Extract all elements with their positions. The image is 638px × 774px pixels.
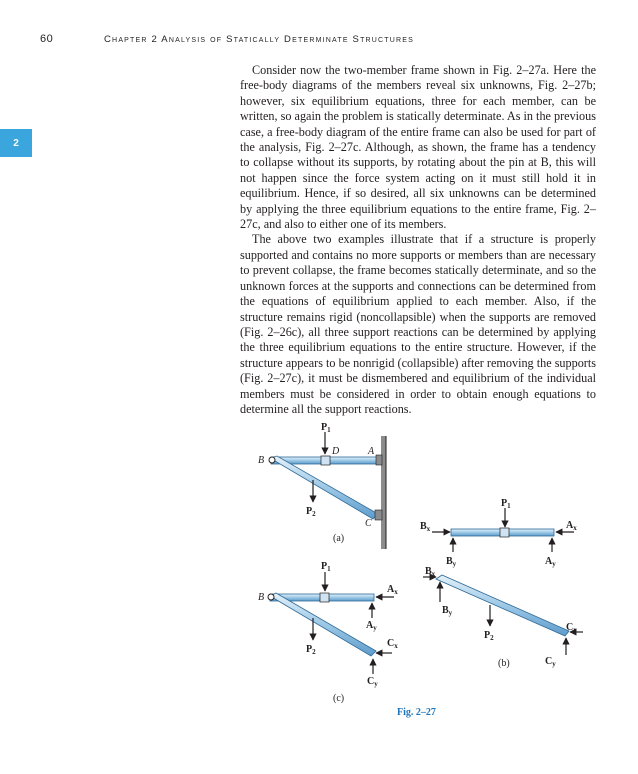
member-bc-fbd (436, 575, 569, 636)
reaction-by: $B_y$ (446, 556, 457, 568)
member-bc (270, 456, 378, 519)
reaction-ay: $A_y$ (545, 556, 556, 568)
reaction-cy-c: $C_y$ (367, 676, 378, 688)
load-p1-b: $P_1$ (501, 498, 511, 510)
reaction-ax-c: $A_x$ (387, 584, 398, 596)
paragraph-1: Consider now the two-member frame shown in Fig. 2–27a. Here the free-body diagrams of the members reveal six unknowns, Fig. 2–27b; however, six equilibrium equations, three for each member, can be written, so again the problem is statically determinate. As in the previous case, a free-body diagram of the entire frame can also be used for part of the analysis, Fig. 2–27c. Although, as shown, the frame has a tendency to collapse without its supports, by rotating about the pin at B, this will not happen since the force system acting on it must still hold it in equilibrium. Hence, if so desired, all six unknowns can be determined by applying the three equilibrium equations to the entire frame, Fig. 2–27c, and also to either one of its members. (240, 63, 596, 232)
paragraph-2: The above two examples illustrate that if a structure is properly supported and contains no more supports or members than are necessary to prevent collapse, the frame becomes statically determinate, and so the unknown forces at the supports and connections can be determined from the equations of equilibrium applied to each member. Also, if the structure remains rigid (noncollapsible) when the supports are removed (Fig. 2–26c), all three support reactions can be determined by applying the three equilibrium equations to the entire structure. However, if the structure appears to be nonrigid (collapsible) after removing the supports (Fig. 2–27c), it must be dismembered and equilibrium of the individual members must be considered in order to obtain enough equations to determine all the support reactions. (240, 232, 596, 416)
sublabel-b: (b) (498, 658, 510, 669)
reaction-cx: $C_x$ (566, 622, 577, 634)
fbd-c (258, 561, 398, 704)
chapter-tab: 2 (0, 129, 32, 157)
joint-d (321, 456, 330, 465)
figure-caption: Fig. 2–27 (397, 707, 436, 718)
reaction-cx-c: $C_x$ (387, 638, 398, 650)
load-p2-b: $P_2$ (484, 630, 494, 642)
load-p1: $P_1$ (321, 422, 331, 434)
pin-b (269, 457, 275, 463)
sublabel-c: (c) (333, 693, 345, 704)
wall-support (381, 436, 386, 549)
label-d: D (332, 446, 340, 457)
label-c: C (365, 518, 372, 529)
page-number: 60 (40, 33, 54, 45)
load-p1-c: $P_1$ (321, 561, 331, 573)
reaction-by-2: $B_y$ (442, 605, 453, 617)
label-b-c: B (258, 592, 265, 603)
reaction-bx-2: $B_x$ (425, 566, 436, 578)
member-bc-c (270, 593, 376, 656)
label-a: A (368, 446, 375, 457)
reaction-ax: $A_x$ (566, 520, 577, 532)
label-b: B (258, 455, 265, 466)
frame-a (258, 422, 386, 549)
load-p2: $P_2$ (306, 506, 316, 518)
reaction-bx: $B_x$ (420, 521, 431, 533)
load-p2-c: $P_2$ (306, 644, 316, 656)
reaction-cy: $C_y$ (545, 656, 556, 668)
reaction-ay-c: $A_y$ (366, 620, 377, 632)
running-head: Chapter 2 Analysis of Statically Determinate Structures (104, 34, 415, 45)
fbd-b (420, 498, 583, 669)
sublabel-a: (a) (333, 533, 345, 544)
